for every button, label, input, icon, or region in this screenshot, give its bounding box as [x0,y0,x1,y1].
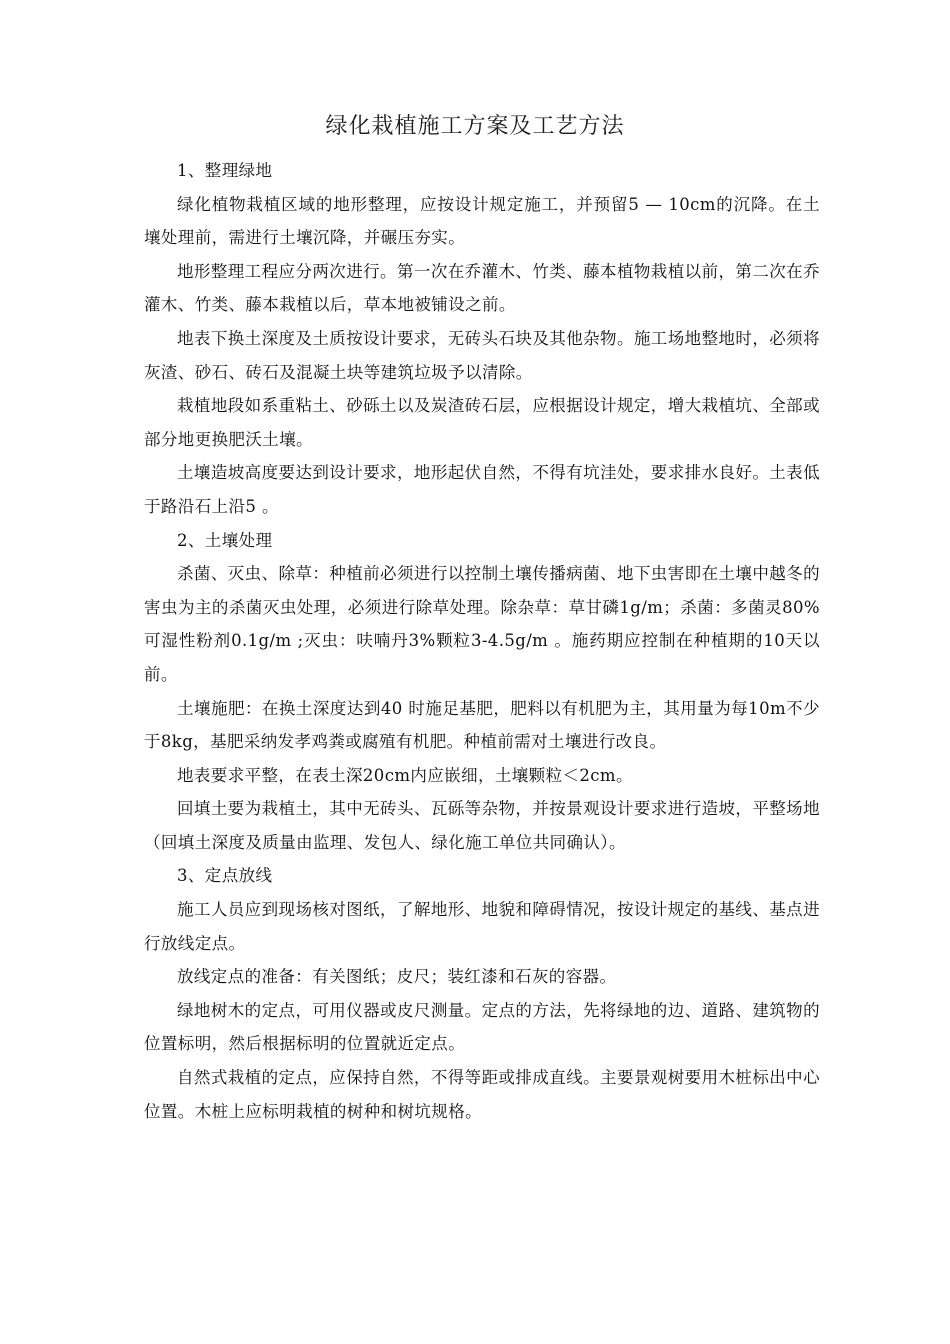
body-paragraph: 绿地树木的定点，可用仪器或皮尺测量。定点的方法，先将绿地的边、道路、建筑物的位置标明，然后根据标明的位置就近定点。 [144,1000,820,1054]
body-paragraph: 放线定点的准备：有关图纸；皮尺；装红漆和石灰的容器。 [177,967,617,987]
body-paragraph: 地表要求平整，在表土深20cm内应嵌细，土壤颗粒＜2cm。 [177,765,633,785]
body-paragraph: 施工人员应到现场核对图纸，了解地形、地貌和障碍情况，按设计规定的基线、基点进行放线定点。 [144,900,820,953]
body-paragraph: 土壤造坡高度要达到设计要求，地形起伏自然，不得有坑洼处，要求排水良好。土表低于路沿石上沿5 。 [144,463,820,516]
body-paragraph: 杀菌、灭虫、除草：种植前必须进行以控制土壤传播病菌、地下虫害即在土壤中越冬的害虫为主的杀菌灭虫处理，必须进行除草处理。除杂草：草甘磷1g/m；杀菌：多菌灵80%可湿性粉剂0.1g/m ;灭虫：呋喃丹3%颗粒3-4.5g/m 。施药期应控制在种植期的10天以前。 [144,564,820,684]
section-heading: 2、土壤处理 [177,530,273,550]
section-heading: 1、整理绿地 [177,161,273,180]
body-paragraph: 地表下换土深度及土质按设计要求，无砖头石块及其他杂物。施工场地整地时，必须将灰渣、砂石、砖石及混凝土块等建筑垃圾予以清除。 [144,328,820,382]
body-paragraph: 绿化植物栽植区域的地形整理，应按设计规定施工，并预留5 — 10cm的沉降。在土壤处理前，需进行土壤沉降，并碾压夯实。 [144,194,820,248]
document-title: 绿化栽植施工方案及工艺方法 [325,114,625,139]
section-heading: 3、定点放线 [177,866,273,886]
body-paragraph: 回填土要为栽植土，其中无砖头、瓦砾等杂物，并按景观设计要求进行造坡，平整场地（回填土深度及质量由监理、发包人、绿化施工单位共同确认）。 [144,799,820,852]
body-paragraph: 土壤施肥：在换土深度达到40 时施足基肥，肥料以有机肥为主，其用量为每10m不少于8kg，基肥采纳发孝鸡粪或腐殖有机肥。种植前需对土壤进行改良。 [144,698,820,752]
body-paragraph: 栽植地段如系重粘土、砂砾土以及炭渣砖石层，应根据设计规定，增大栽植坑、全部或部分地更换肥沃土壤。 [144,396,820,449]
body-paragraph: 自然式栽植的定点，应保持自然，不得等距或排成直线。主要景观树要用木桩标出中心位置。木桩上应标明栽植的树种和树坑规格。 [144,1068,820,1121]
document-body [144,154,820,1128]
body-paragraph: 地形整理工程应分两次进行。第一次在乔灌木、竹类、藤本植物栽植以前，第二次在乔灌木、竹类、藤本栽植以后，草本地被铺设之前。 [144,261,820,315]
